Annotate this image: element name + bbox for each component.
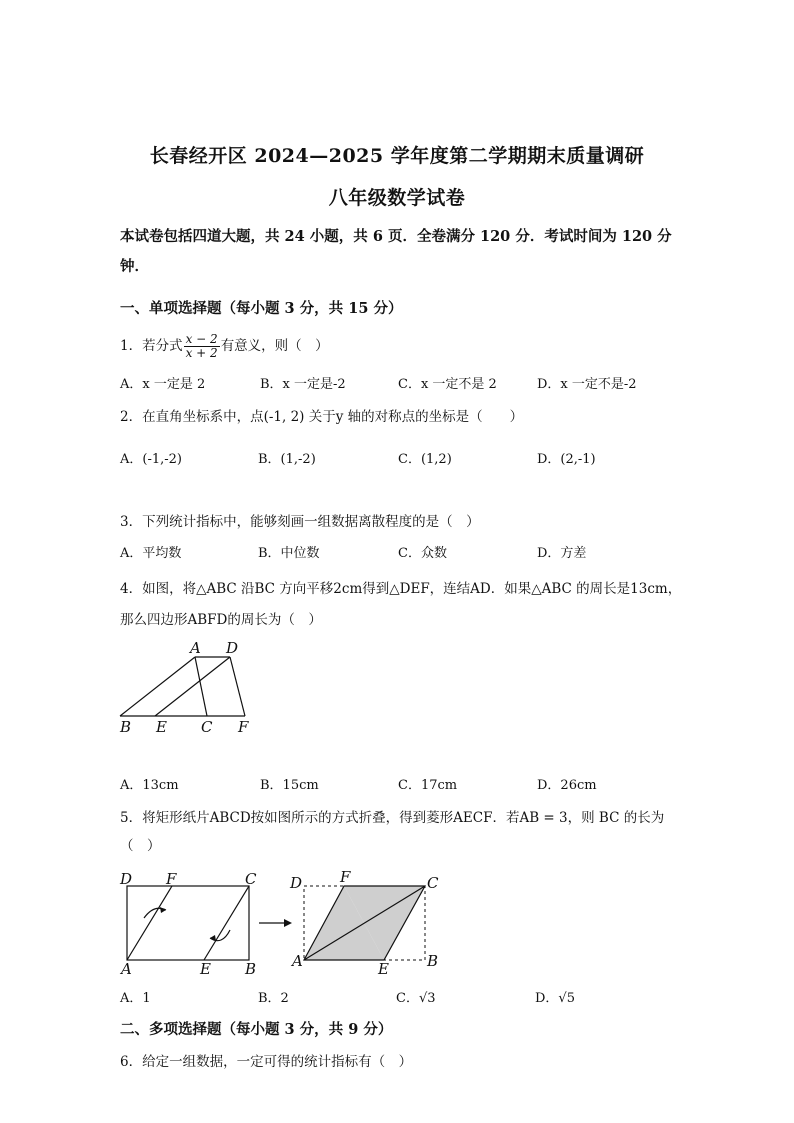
label-d: D: [226, 639, 239, 657]
line-ac: [195, 657, 207, 716]
section-1-heading: 一、单项选择题（每小题 3 分，共 15 分）: [120, 300, 403, 317]
label-f: F: [238, 718, 249, 736]
right-label-f: F: [340, 868, 351, 886]
line-df: [230, 657, 245, 716]
q1-option-c: C．x 一定不是 2: [398, 377, 497, 392]
fold-line-af: [127, 886, 172, 960]
q4-option-c: C．17cm: [398, 778, 458, 793]
right-label-d: D: [290, 874, 303, 892]
label-a: A: [190, 639, 201, 657]
fraction-denominator: x + 2: [185, 346, 218, 360]
q1-option-d: D．x 一定不是-2: [537, 377, 637, 392]
q5-option-a: A．1: [120, 991, 151, 1006]
translation-figure: [110, 640, 280, 740]
q3-option-d: D．方差: [537, 546, 587, 561]
line-ba: [120, 657, 195, 716]
q1-option-a: A．x 一定是 2: [120, 377, 206, 392]
left-label-f: F: [166, 870, 177, 888]
question-5-line-2: （ ）: [120, 838, 161, 854]
left-label-a: A: [121, 960, 132, 978]
q4-option-b: B．15cm: [260, 778, 319, 793]
fraction: [184, 333, 220, 360]
fold-line-ec: [204, 886, 249, 960]
question-3: 3．下列统计指标中，能够刻画一组数据离散程度的是（ ）: [120, 514, 480, 530]
q1-option-b: B．x 一定是-2: [260, 377, 346, 392]
rectangle-abcd: [127, 886, 249, 960]
left-label-b: B: [245, 960, 257, 978]
folding-figure: [112, 868, 452, 980]
label-e: E: [156, 718, 167, 736]
q3-option-b: B．中位数: [258, 546, 320, 561]
arrowhead-top-icon: [160, 907, 166, 913]
line-ed: [155, 657, 230, 716]
q2-option-d: D．(2,-1): [537, 452, 596, 467]
label-c: C: [201, 718, 213, 736]
q5-option-d: D．√5: [535, 991, 575, 1006]
question-1-suffix: 有意义，则（ ）: [220, 338, 329, 354]
left-label-c: C: [245, 870, 257, 888]
exam-subtitle: 八年级数学试卷: [328, 187, 466, 209]
exam-title: 长春经开区 2024—2025 学年度第二学期期末质量调研: [149, 145, 645, 167]
q5-option-c: C．√3: [396, 991, 436, 1006]
q2-option-a: A．(-1,-2): [120, 452, 182, 467]
q4-option-a: A．13cm: [120, 778, 179, 793]
left-label-d: D: [120, 870, 133, 888]
question-1: [120, 333, 329, 360]
right-label-c: C: [427, 874, 439, 892]
question-5-line-1: 5．将矩形纸片ABCD按如图所示的方式折叠，得到菱形AECF．若AB = 3，则 BC 的长为: [120, 810, 665, 826]
q2-option-b: B．(1,-2): [258, 452, 316, 467]
q4-option-d: D．26cm: [537, 778, 597, 793]
right-label-e: E: [378, 960, 389, 978]
q5-option-b: B．2: [258, 991, 289, 1006]
q2-option-c: C．(1,2): [398, 452, 452, 467]
label-b: B: [120, 718, 132, 736]
question-4-line-1: 4．如图，将△ABC 沿BC 方向平移2cm得到△DEF，连结AD．如果△ABC 的周长是13cm，: [120, 581, 682, 597]
q3-option-c: C．众数: [398, 546, 447, 561]
right-label-a: A: [292, 952, 303, 970]
left-label-e: E: [200, 960, 211, 978]
question-4-line-2: 那么四边形ABFD的周长为（ ）: [120, 612, 322, 628]
right-label-b: B: [427, 952, 439, 970]
question-1-prefix: 1．若分式: [120, 338, 183, 354]
fraction-numerator: x − 2: [185, 332, 218, 346]
section-2-heading: 二、多项选择题（每小题 3 分，共 9 分）: [120, 1021, 393, 1038]
transform-arrowhead-icon: [284, 919, 292, 927]
question-6: 6．给定一组数据，一定可得的统计指标有（ ）: [120, 1054, 413, 1070]
q3-option-a: A．平均数: [120, 546, 182, 561]
question-2: 2．在直角坐标系中，点(-1, 2) 关于y 轴的对称点的坐标是（ ）: [120, 409, 524, 425]
exam-instructions: 本试卷包括四道大题，共 24 小题，共 6 页．全卷满分 120 分．考试时间为 120 分钟．: [120, 228, 672, 275]
